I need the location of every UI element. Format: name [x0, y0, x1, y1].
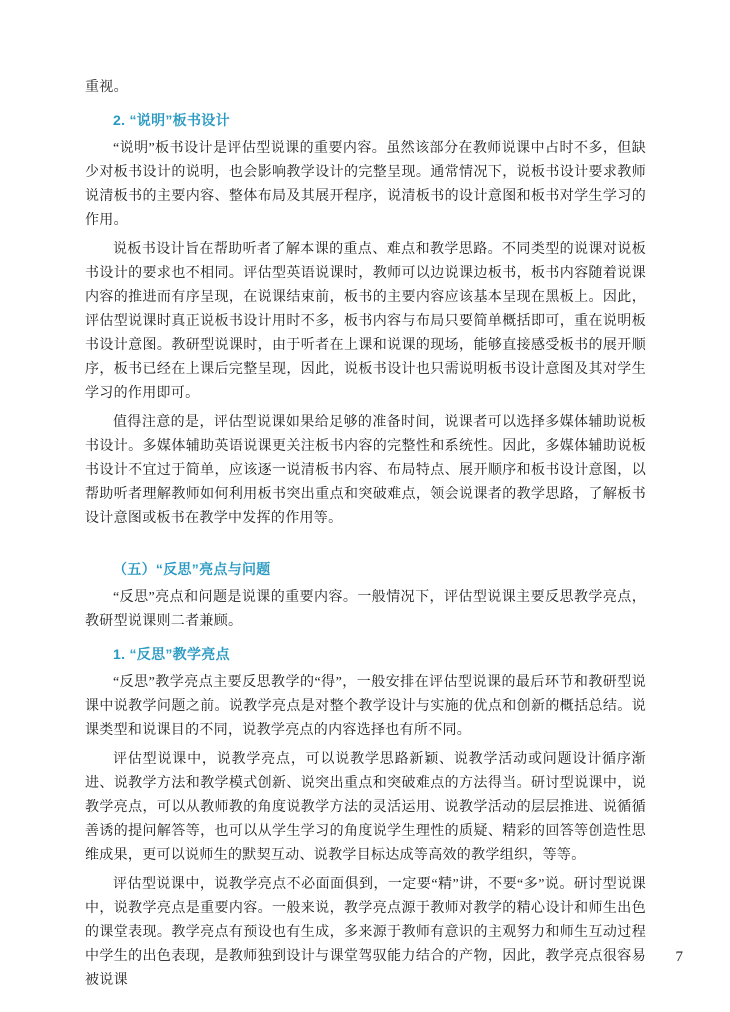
paragraph-banshu-2: 说板书设计旨在帮助听者了解本课的重点、难点和教学思路。不同类型的说课对说板书设计的要求也不相同。评估型英语说课时，教师可以边说课边板书，板书内容随着说课内容的推进而有序呈现，在说课结束前，板书的主要内容应该基本呈现在黑板上。因此，评估型说课时真正说板书设计用时不多，板书内容与布局只要简单概括即可，重在说明板书设计意图。教研型说课时，由于听者在上课和说课的现场，能够直接感受板书的展开顺序，板书已经在上课后完整呈现，因此，说板书设计也只需说明板书设计意图及其对学生学习的作用即可。 [85, 242, 646, 401]
paragraph-liangdian-1: “反思”教学亮点主要反思教学的“得”，一般安排在评估型说课的最后环节和教研型说课中说教学问题之前。说教学亮点是对整个教学设计与实施的优点和创新的概括总结。说课类型和说课目的不同，说教学亮点的内容选择也有所不同。 [85, 675, 646, 738]
heading-shuoming-banshu-sheji: 2. “说明”板书设计 [113, 112, 230, 128]
paragraph-liangdian-3: 评估型说课中，说教学亮点不必面面俱到，一定要“精”讲，不要“多”说。研讨型说课中，说教学亮点是重要内容。一般来说，教学亮点源于教师对教学的精心设计和师生出色的课堂表现。教学亮点有预设也有生成，多来源于教师有意识的主观努力和师生互动过程中学生的出色表现，是教师独到设计与课堂驾驭能力结合的产物，因此，教学亮点很容易被说课 [85, 877, 646, 988]
page-number: 7 [675, 949, 683, 965]
paragraph-banshu-3: 值得注意的是，评估型说课如果给足够的准备时间，说课者可以选择多媒体辅助说板书设计。多媒体辅助英语说课更关注板书内容的完整性和系统性。因此，多媒体辅助说板书设计不宜过于简单，应该逐一说清板书内容、布局特点、展开顺序和板书设计意图，以帮助听者理解教师如何利用板书突出重点和突破难点，领会说课者的教学思路，了解板书设计意图或板书在教学中发挥的作用等。 [85, 415, 646, 526]
paragraph-fansi-intro: “反思”亮点和问题是说课的重要内容。一般情况下，评估型说课主要反思教学亮点，教研型说课则二者兼顾。 [85, 590, 646, 629]
paragraph-liangdian-2: 评估型说课中，说教学亮点，可以说教学思路新颖、说教学活动或问题设计循序渐进、说教学方法和教学模式创新、说突出重点和突破难点的方法得当。研讨型说课中，说教学亮点，可以从教师教的角度说教学方法的灵活运用、说教学活动的层层推进、说循循善诱的提问解答等，也可以从学生学习的角度说学生理性的质疑、精彩的回答等创造性思维成果，更可以说师生的默契互动、说教学目标达成等高效的教学组织，等等。 [85, 752, 646, 863]
text-column [85, 76, 646, 998]
paragraph-continuation: 重视。 [85, 80, 128, 95]
paragraph-banshu-1: “说明”板书设计是评估型说课的重要内容。虽然该部分在教师说课中占时不多，但缺少对板书设计的说明，也会影响教学设计的完整呈现。通常情况下，说板书设计要求教师说清板书的主要内容、整体布局及其展开程序，说清板书的设计意图和板书对学生学习的作用。 [85, 141, 646, 228]
heading-fansi-liangdian-yu-wenti: （五）“反思”亮点与问题 [113, 561, 271, 577]
heading-fansi-jiaoxue-liangdian: 1. “反思”教学亮点 [113, 646, 230, 662]
